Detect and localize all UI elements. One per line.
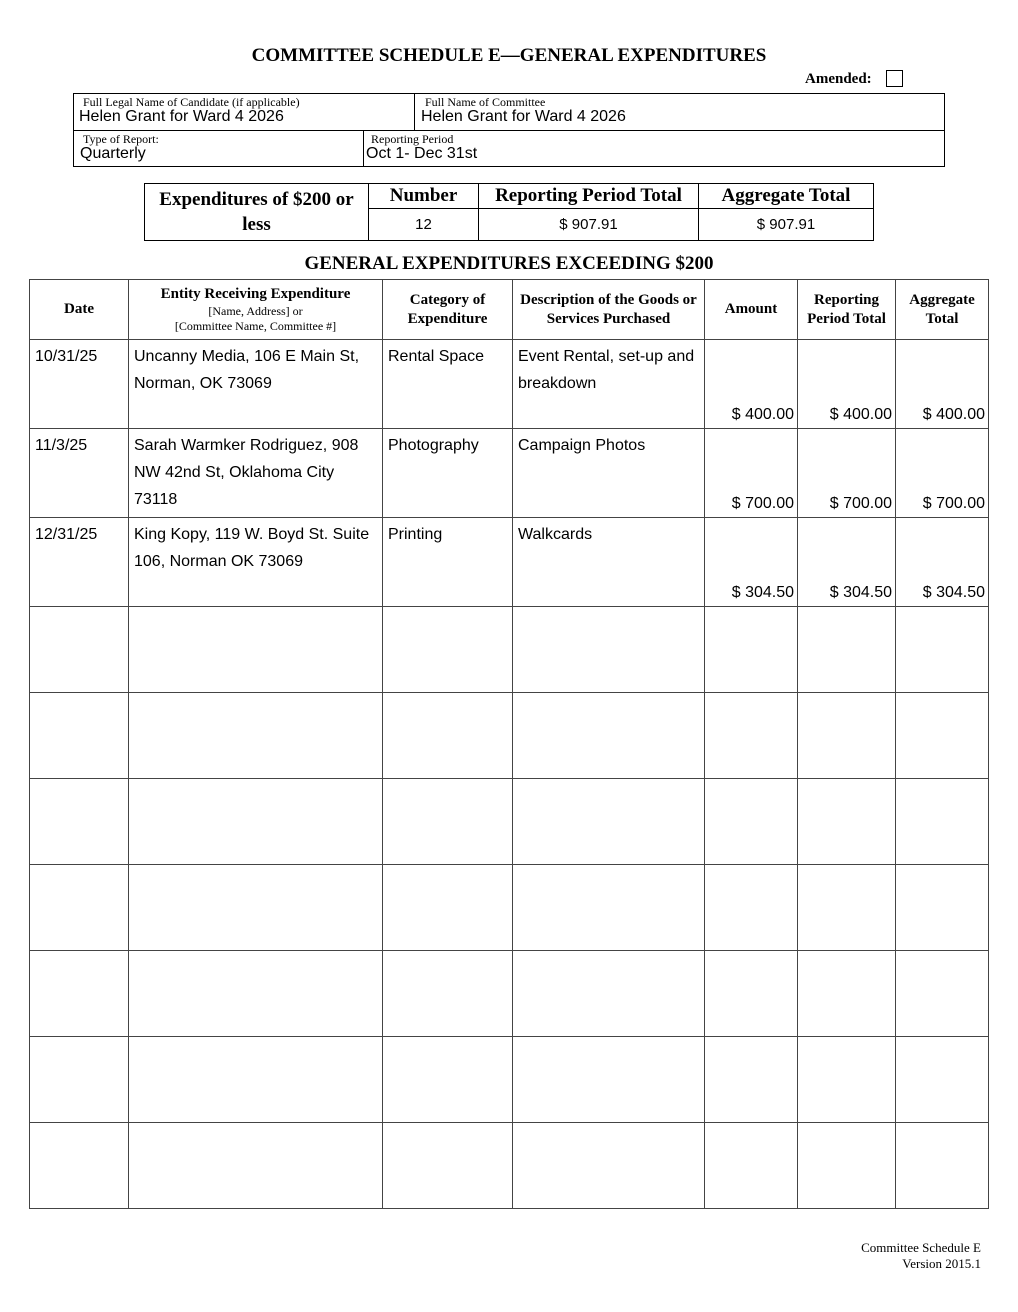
empty-cell[interactable] <box>30 1037 129 1123</box>
summary-number-field[interactable]: 12 <box>369 209 479 241</box>
expenditures-table <box>29 279 989 1209</box>
empty-table-row <box>30 607 989 693</box>
empty-cell[interactable] <box>30 865 129 951</box>
column-header-period-total: Reporting Period Total <box>798 280 896 340</box>
description-cell[interactable]: Walkcards <box>513 518 705 607</box>
section-title: GENERAL EXPENDITURES EXCEEDING $200 <box>304 253 714 274</box>
committee-name-field[interactable]: Helen Grant for Ward 4 2026 <box>421 108 626 125</box>
empty-cell[interactable] <box>513 607 705 693</box>
candidate-committee-box <box>73 93 945 131</box>
empty-cell[interactable] <box>30 693 129 779</box>
empty-cell[interactable] <box>513 1123 705 1209</box>
column-header-entity: Entity Receiving Expenditure [Name, Address] or [Committee Name, Committee #] <box>129 280 383 340</box>
empty-table-row <box>30 693 989 779</box>
aggregate-total-cell[interactable]: $ 700.00 <box>896 429 989 518</box>
empty-cell[interactable] <box>705 607 798 693</box>
category-cell[interactable]: Rental Space <box>383 340 513 429</box>
summary-period-total-field[interactable]: $ 907.91 <box>479 209 699 241</box>
form-title: COMMITTEE SCHEDULE E—GENERAL EXPENDITURES <box>251 45 767 66</box>
report-period-box <box>73 130 945 167</box>
summary-header-number: Number <box>369 184 479 209</box>
reporting-period-label: Reporting Period <box>371 132 454 146</box>
summary-header-period-total: Reporting Period Total <box>479 184 699 209</box>
empty-cell[interactable] <box>383 607 513 693</box>
empty-cell[interactable] <box>129 865 383 951</box>
empty-cell[interactable] <box>383 779 513 865</box>
committee-name-label: Full Name of Committee <box>425 95 546 109</box>
empty-cell[interactable] <box>513 693 705 779</box>
empty-cell[interactable] <box>896 1123 989 1209</box>
aggregate-total-cell[interactable]: $ 304.50 <box>896 518 989 607</box>
empty-cell[interactable] <box>383 693 513 779</box>
category-cell[interactable]: Printing <box>383 518 513 607</box>
empty-cell[interactable] <box>30 607 129 693</box>
empty-cell[interactable] <box>798 951 896 1037</box>
table-row <box>30 340 989 429</box>
empty-cell[interactable] <box>513 951 705 1037</box>
column-header-amount: Amount <box>705 280 798 340</box>
empty-cell[interactable] <box>383 865 513 951</box>
report-type-label: Type of Report: <box>83 132 159 146</box>
divider <box>363 131 364 166</box>
amount-cell[interactable]: $ 304.50 <box>705 518 798 607</box>
candidate-name-field[interactable]: Helen Grant for Ward 4 2026 <box>79 108 284 125</box>
column-header-date: Date <box>30 280 129 340</box>
empty-cell[interactable] <box>896 607 989 693</box>
amount-cell[interactable]: $ 700.00 <box>705 429 798 518</box>
empty-cell[interactable] <box>513 779 705 865</box>
empty-cell[interactable] <box>30 779 129 865</box>
empty-cell[interactable] <box>30 951 129 1037</box>
empty-cell[interactable] <box>129 1037 383 1123</box>
amended-label: Amended: <box>805 71 872 87</box>
period-total-cell[interactable]: $ 400.00 <box>798 340 896 429</box>
empty-table-row <box>30 779 989 865</box>
empty-table-row <box>30 951 989 1037</box>
period-total-cell[interactable]: $ 304.50 <box>798 518 896 607</box>
summary-row-label: Expenditures of $200 or less <box>145 184 369 241</box>
empty-cell[interactable] <box>705 693 798 779</box>
empty-table-row <box>30 865 989 951</box>
empty-table-row <box>30 1037 989 1123</box>
report-type-field[interactable]: Quarterly <box>80 145 146 162</box>
empty-cell[interactable] <box>705 1123 798 1209</box>
empty-cell[interactable] <box>705 779 798 865</box>
empty-cell[interactable] <box>129 1123 383 1209</box>
empty-cell[interactable] <box>383 1123 513 1209</box>
summary-aggregate-total-field[interactable]: $ 907.91 <box>699 209 874 241</box>
empty-cell[interactable] <box>896 865 989 951</box>
table-row <box>30 518 989 607</box>
column-header-aggregate-total: Aggregate Total <box>896 280 989 340</box>
entity-cell[interactable]: Uncanny Media, 106 E Main St, Norman, OK 73069 <box>129 340 383 429</box>
date-cell[interactable]: 11/3/25 <box>30 429 129 518</box>
empty-cell[interactable] <box>896 693 989 779</box>
column-header-category: Category of Expenditure <box>383 280 513 340</box>
empty-cell[interactable] <box>798 779 896 865</box>
empty-cell[interactable] <box>798 693 896 779</box>
small-expenditures-summary <box>144 183 874 241</box>
empty-cell[interactable] <box>798 865 896 951</box>
footer-version: Version 2015.1 <box>902 1256 981 1271</box>
empty-cell[interactable] <box>705 1037 798 1123</box>
empty-cell[interactable] <box>129 607 383 693</box>
empty-cell[interactable] <box>30 1123 129 1209</box>
divider <box>414 94 415 130</box>
aggregate-total-cell[interactable]: $ 400.00 <box>896 340 989 429</box>
empty-cell[interactable] <box>798 607 896 693</box>
empty-cell[interactable] <box>798 1123 896 1209</box>
empty-cell[interactable] <box>705 865 798 951</box>
empty-cell[interactable] <box>129 951 383 1037</box>
form-version-footer <box>861 1240 981 1272</box>
table-header-row <box>30 280 989 340</box>
empty-cell[interactable] <box>896 779 989 865</box>
amended-checkbox[interactable] <box>886 70 903 87</box>
description-cell[interactable]: Event Rental, set-up and breakdown <box>513 340 705 429</box>
entity-cell[interactable]: King Kopy, 119 W. Boyd St. Suite 106, Norman OK 73069 <box>129 518 383 607</box>
empty-cell[interactable] <box>798 1037 896 1123</box>
category-cell[interactable]: Photography <box>383 429 513 518</box>
empty-cell[interactable] <box>383 951 513 1037</box>
column-header-description: Description of the Goods or Services Purchased <box>513 280 705 340</box>
empty-cell[interactable] <box>896 1037 989 1123</box>
empty-cell[interactable] <box>129 693 383 779</box>
empty-cell[interactable] <box>896 951 989 1037</box>
date-cell[interactable]: 12/31/25 <box>30 518 129 607</box>
entity-cell[interactable]: Sarah Warmker Rodriguez, 908 NW 42nd St, Oklahoma City 73118 <box>129 429 383 518</box>
description-cell[interactable]: Campaign Photos <box>513 429 705 518</box>
footer-form-name: Committee Schedule E <box>861 1240 981 1255</box>
empty-cell[interactable] <box>513 865 705 951</box>
empty-cell[interactable] <box>383 1037 513 1123</box>
period-total-cell[interactable]: $ 700.00 <box>798 429 896 518</box>
empty-table-row <box>30 1123 989 1209</box>
table-row <box>30 429 989 518</box>
reporting-period-field[interactable]: Oct 1- Dec 31st <box>366 145 478 162</box>
amount-cell[interactable]: $ 400.00 <box>705 340 798 429</box>
empty-cell[interactable] <box>129 779 383 865</box>
date-cell[interactable]: 10/31/25 <box>30 340 129 429</box>
summary-header-aggregate-total: Aggregate Total <box>699 184 874 209</box>
candidate-name-label: Full Legal Name of Candidate (if applicable) <box>83 95 300 109</box>
empty-cell[interactable] <box>513 1037 705 1123</box>
empty-cell[interactable] <box>705 951 798 1037</box>
